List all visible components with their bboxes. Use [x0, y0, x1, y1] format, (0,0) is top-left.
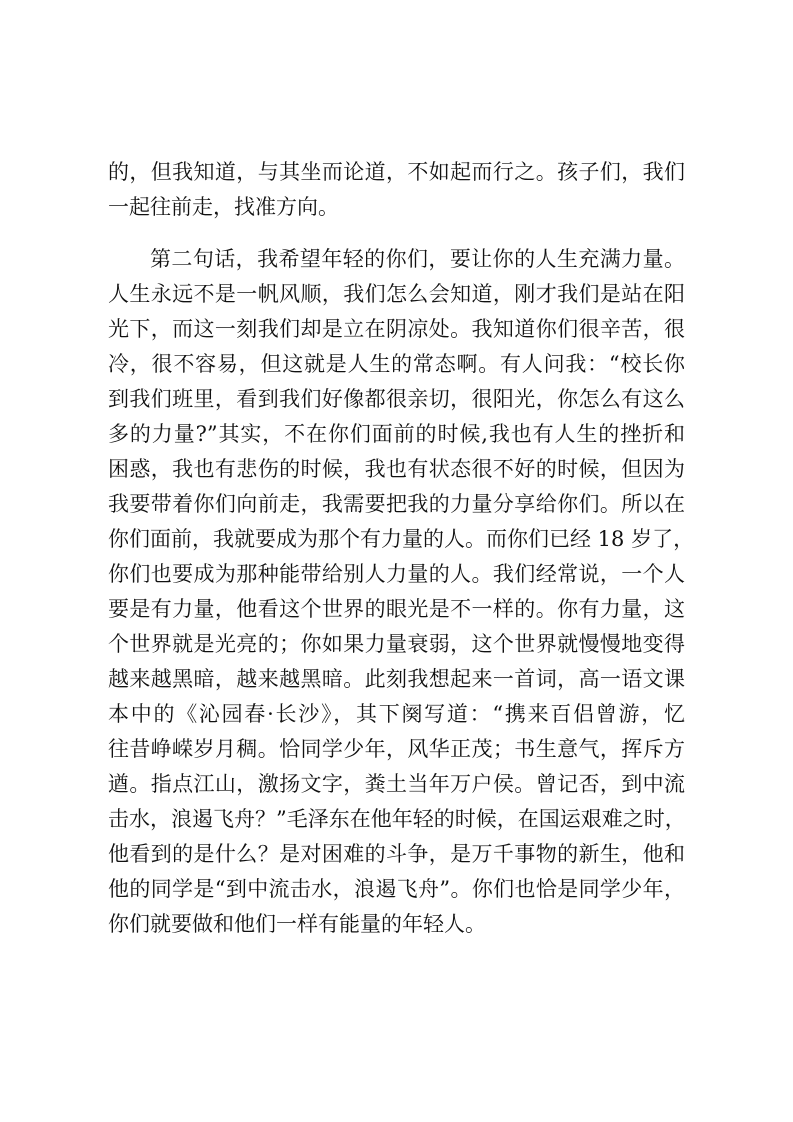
text-line: 往昔峥嵘岁月稠。恰同学少年，风华正茂；书生意气，挥斥方 [108, 737, 685, 761]
text-line: 个世界就是光亮的；你如果力量衰弱，这个世界就慢慢地变得 [108, 632, 685, 656]
text-line: 一起往前走，找准方向。 [108, 195, 339, 219]
text-line: 越来越黑暗，越来越黑暗。此刻我想起来一首词，高一语文课 [108, 667, 685, 691]
text-line: 多的力量?”其实，不在你们面前的时候,我也有人生的挫折和 [108, 422, 685, 446]
text-line: 第二句话，我希望年轻的你们，要让你的人生充满力量。 [150, 247, 685, 271]
text-line: 本中的《沁园春·长沙》，其下阕写道：“携来百侣曾游，忆 [108, 702, 685, 726]
text-line: 人生永远不是一帆风顺，我们怎么会知道，刚才我们是站在阳 [108, 282, 685, 306]
text-line: 你们也要成为那种能带给别人力量的人。我们经常说，一个人 [108, 562, 685, 586]
text-line: 要是有力量，他看这个世界的眼光是不一样的。你有力量，这 [108, 597, 685, 621]
text-line: 的，但我知道，与其坐而论道，不如起而行之。孩子们，我们 [108, 160, 685, 184]
text-line: 他的同学是“到中流击水，浪遏飞舟”。你们也恰是同学少年， [108, 877, 685, 901]
text-line: 我要带着你们向前走，我需要把我的力量分享给你们。所以在 [108, 492, 685, 516]
text-line: 他看到的是什么？是对困难的斗争，是万千事物的新生，他和 [108, 842, 685, 866]
text-line: 你们就要做和他们一样有能量的年轻人。 [108, 912, 486, 936]
text-line: 击水，浪遏飞舟？”毛泽东在他年轻的时候，在国运艰难之时， [108, 807, 686, 831]
text-line: 光下，而这一刻我们却是立在阴凉处。我知道你们很辛苦，很 [108, 317, 685, 341]
text-line: 冷，很不容易，但这就是人生的常态啊。有人问我：“校长你 [108, 352, 685, 376]
text-line: 到我们班里，看到我们好像都很亲切，很阳光，你怎么有这么 [108, 387, 685, 411]
paragraph-1 [108, 155, 685, 225]
text-line: 困惑，我也有悲伤的时候，我也有状态很不好的时候，但因为 [108, 457, 685, 481]
paragraph-2 [108, 242, 695, 942]
text-line: 遒。指点江山，激扬文字，粪土当年万户侯。曾记否，到中流 [108, 772, 685, 796]
text-line: 你们面前，我就要成为那个有力量的人。而你们已经 18 岁了， [108, 527, 695, 551]
